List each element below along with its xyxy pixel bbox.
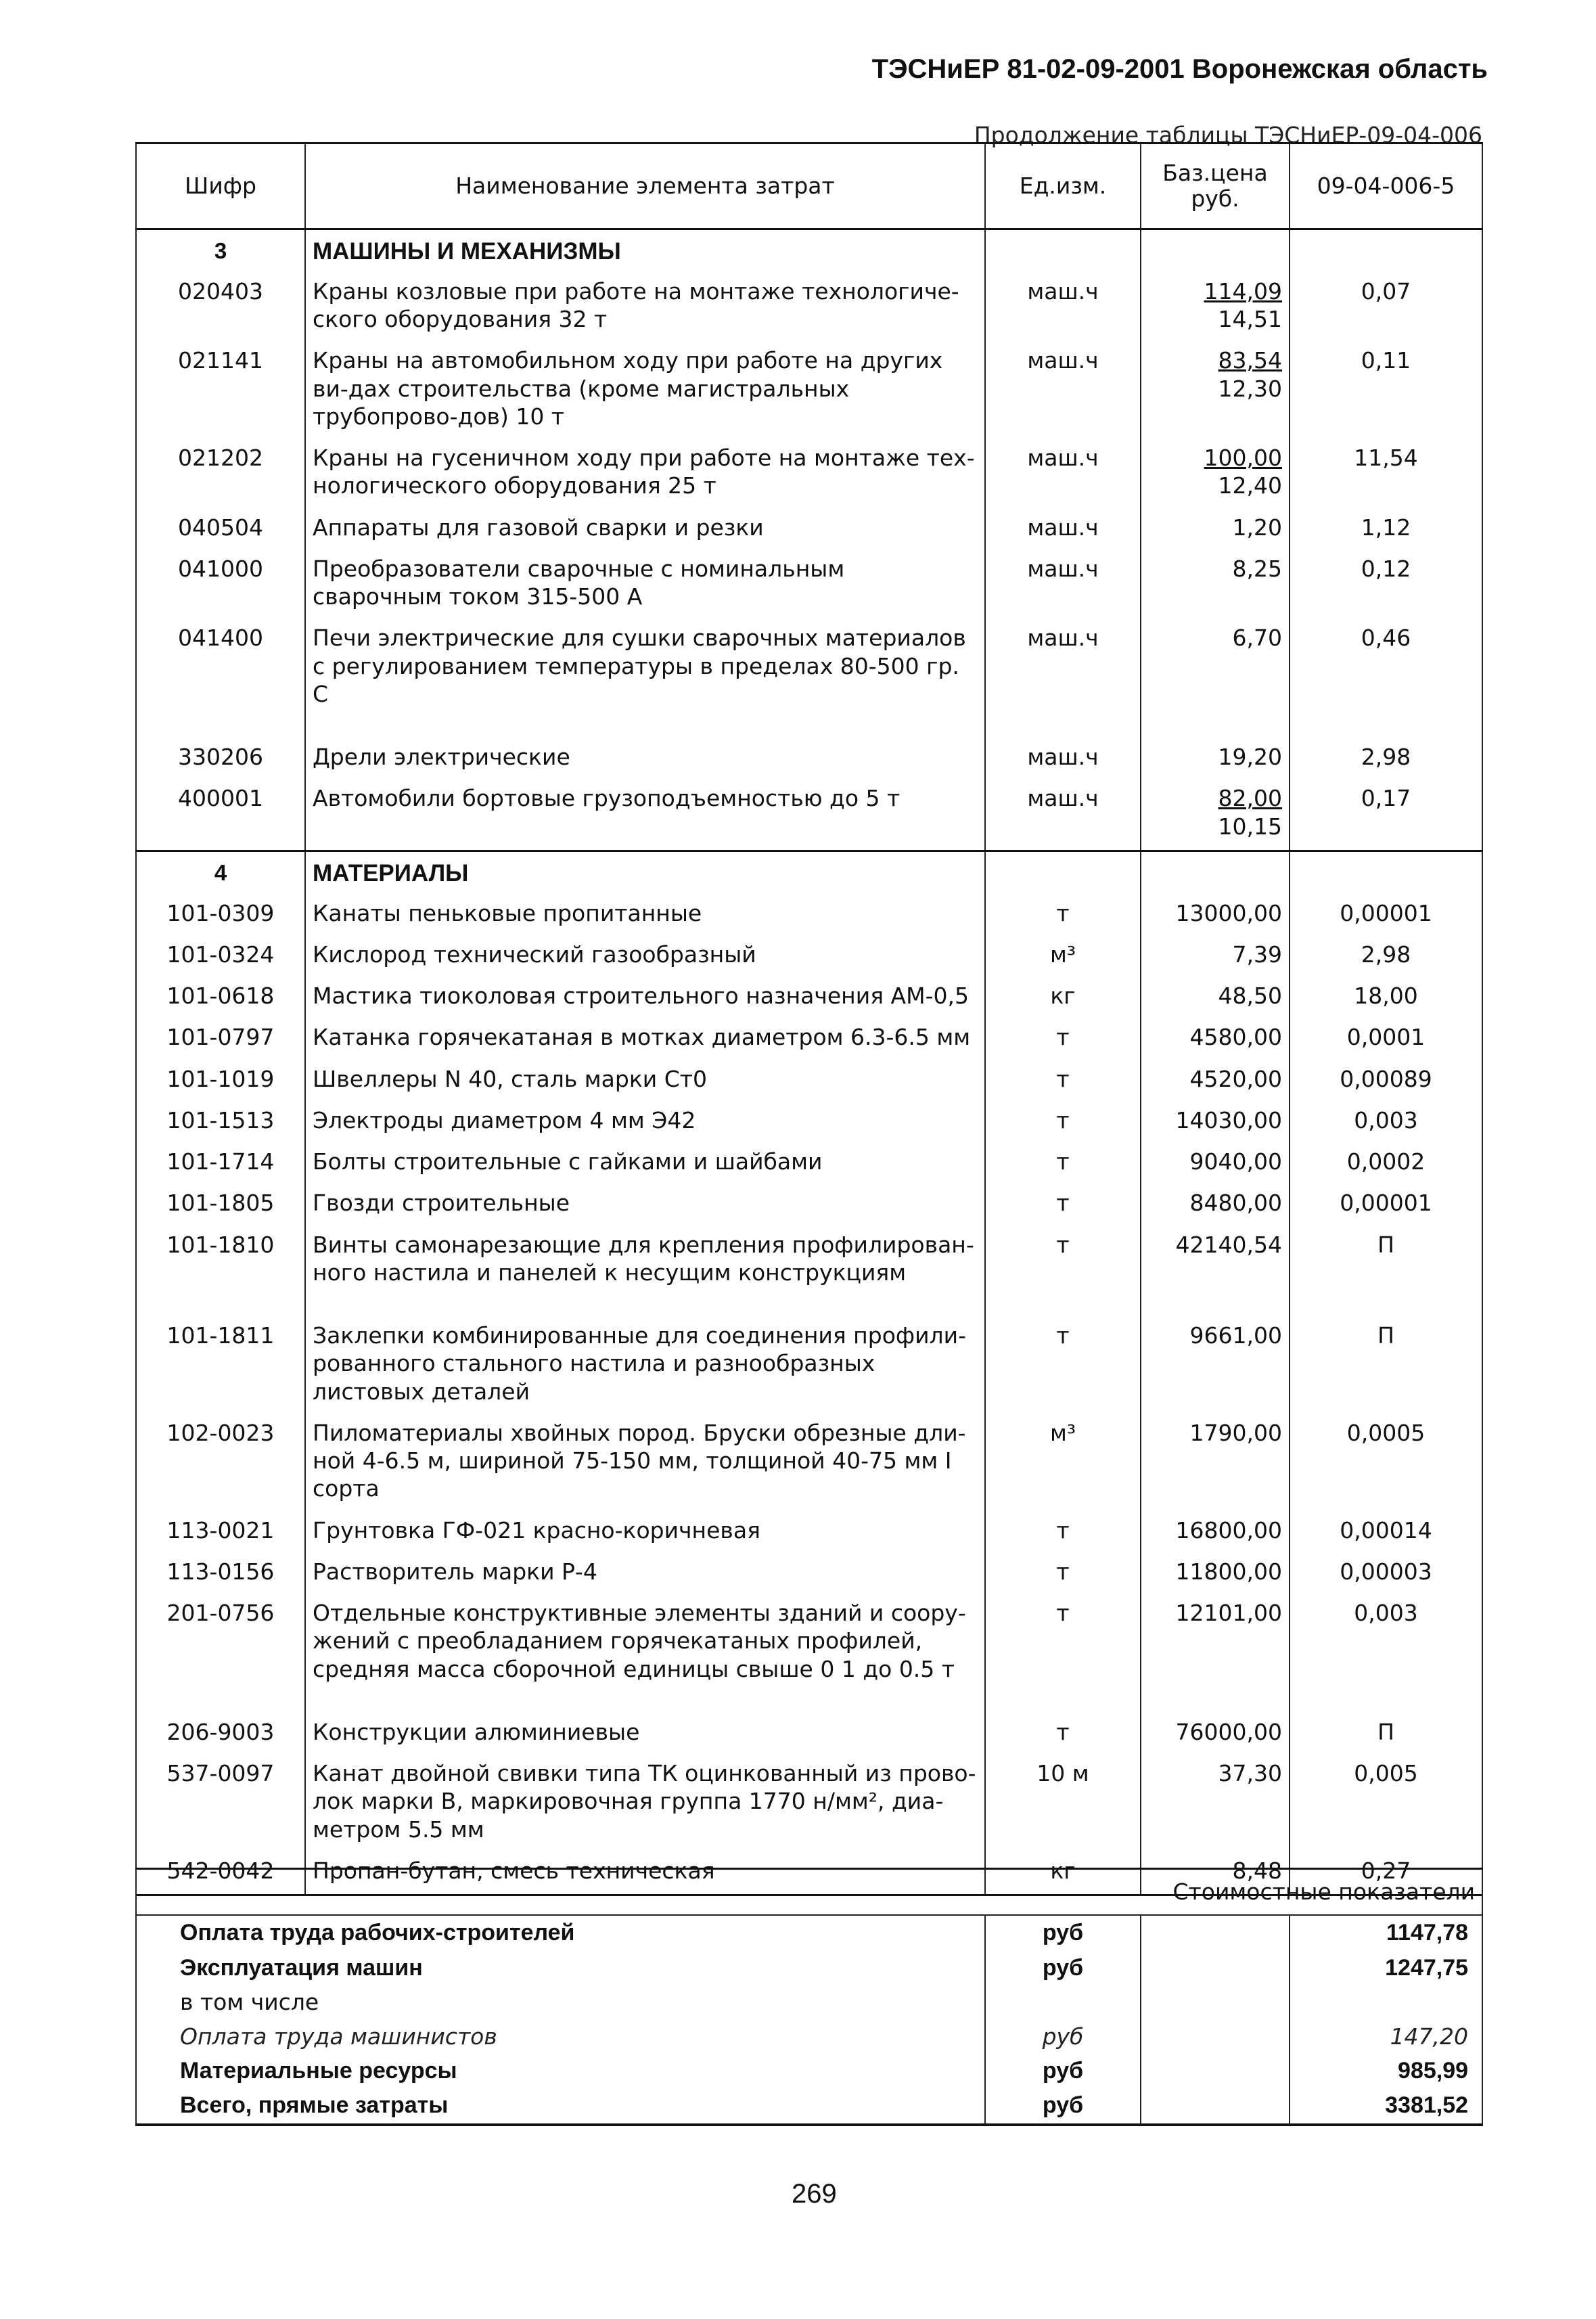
row-name: Преобразователи сварочные с номинальным сварочным током 315-500 А [305,551,985,621]
table-row [136,1185,1482,1226]
row-labor-price: 14,51 [1218,306,1282,332]
row-price: 4520,00 [1141,1061,1290,1102]
row-price: 6,70 [1141,620,1290,739]
table-row [136,510,1482,551]
page-number: 269 [792,2179,837,2209]
row-code: 040504 [136,510,305,551]
row-price: 8,48 [1141,1853,1290,1895]
row-unit: маш.ч [985,342,1141,440]
row-name: Заклепки комбинированные для соединения профили-рованного стального настила и разнообразных листовых деталей [305,1318,985,1415]
summary-unit: руб [985,1915,1141,1951]
row-code: 020403 [136,273,305,343]
row-code: 537-0097 [136,1755,305,1853]
row-code: 101-1805 [136,1185,305,1226]
row-price: 42140,54 [1141,1227,1290,1318]
row-name: Гвозди строительные [305,1185,985,1226]
row-base-price: 82,00 [1218,785,1282,812]
summary-row [136,2088,1482,2125]
row-name: Аппараты для газовой сварки и резки [305,510,985,551]
summary-row [136,1915,1482,1951]
table-row [136,1415,1482,1512]
row-unit: маш.ч [985,551,1141,621]
row-norm: 2,98 [1290,937,1482,978]
row-price: 37,30 [1141,1755,1290,1853]
row-price [1141,342,1290,440]
row-code: 542-0042 [136,1853,305,1895]
row-unit: т [985,1061,1141,1102]
row-norm: 0,0001 [1290,1019,1482,1060]
row-code: 201-0756 [136,1595,305,1714]
table-row [136,739,1482,780]
row-unit: т [985,1185,1141,1226]
row-price: 16800,00 [1141,1512,1290,1554]
row-price: 14030,00 [1141,1102,1290,1144]
table-row [136,1595,1482,1714]
summary-row [136,1985,1482,2019]
row-norm: П [1290,1714,1482,1755]
table-continuation-caption: Продолжение таблицы ТЭСНиЕР-09-04-006 [974,122,1482,148]
section-title: МАШИНЫ И МЕХАНИЗМЫ [305,229,985,273]
row-price: 1790,00 [1141,1415,1290,1512]
row-price: 4580,00 [1141,1019,1290,1060]
summary-value: 1247,75 [1290,1951,1482,1986]
row-unit: т [985,1595,1141,1714]
row-name: Конструкции алюминиевые [305,1714,985,1755]
row-unit: маш.ч [985,510,1141,551]
table-row [136,551,1482,621]
row-price: 1,20 [1141,510,1290,551]
row-price: 76000,00 [1141,1714,1290,1755]
table-row [136,273,1482,343]
row-code: 101-0309 [136,895,305,937]
cost-summary-table [135,1868,1483,2126]
row-norm: 0,11 [1290,342,1482,440]
row-code: 101-0618 [136,978,305,1019]
row-code: 041400 [136,620,305,739]
resource-table [135,142,1483,1896]
row-norm: 1,12 [1290,510,1482,551]
section-title: МАТЕРИАЛЫ [305,851,985,895]
row-base-price: 114,09 [1204,277,1282,305]
summary-row [136,2020,1482,2054]
section-number: 3 [136,229,305,273]
table-row [136,1019,1482,1060]
row-price: 12101,00 [1141,1595,1290,1714]
row-norm: 0,07 [1290,273,1482,343]
row-code: 101-1811 [136,1318,305,1415]
row-norm: 0,00014 [1290,1512,1482,1554]
summary-unit: руб [985,2088,1141,2125]
table-row [136,1061,1482,1102]
row-price: 8,25 [1141,551,1290,621]
row-name: Отдельные конструктивные элементы зданий и соору-жений с преобладанием горячекатаных профилей, средняя масса сборочной единицы свыше 0 1 до 0.5 т [305,1595,985,1714]
row-name: Печи электрические для сушки сварочных материалов с регулированием температуры в пределах 80-500 гр. С [305,620,985,739]
row-code: 101-1810 [136,1227,305,1318]
row-code: 113-0021 [136,1512,305,1554]
row-code: 400001 [136,780,305,851]
row-price: 13000,00 [1141,895,1290,937]
row-norm: 0,00089 [1290,1061,1482,1102]
row-unit: маш.ч [985,273,1141,343]
summary-unit: руб [985,2020,1141,2054]
row-code: 101-0797 [136,1019,305,1060]
row-norm: 0,00001 [1290,895,1482,937]
row-name: Швеллеры N 40, сталь марки Ст0 [305,1061,985,1102]
summary-unit [985,1985,1141,2019]
row-name: Растворитель марки Р-4 [305,1554,985,1595]
table-row [136,342,1482,440]
row-name: Пиломатериалы хвойных пород. Бруски обрезные дли-ной 4-6.5 м, шириной 75-150 мм, толщиной 40-75 мм I сорта [305,1415,985,1512]
row-norm: 11,54 [1290,440,1482,510]
row-unit: т [985,1227,1141,1318]
row-price: 11800,00 [1141,1554,1290,1595]
row-name: Канат двойной свивки типа ТК оцинкованный из прово-лок марки В, маркировочная группа 1770 н/мм², диа-метром 5.5 мм [305,1755,985,1853]
row-name: Болты строительные с гайками и шайбами [305,1144,985,1185]
row-unit: маш.ч [985,739,1141,780]
row-unit: 10 м [985,1755,1141,1853]
row-norm: 18,00 [1290,978,1482,1019]
row-code: 101-1513 [136,1102,305,1144]
row-unit: м³ [985,937,1141,978]
summary-row [136,1951,1482,1986]
summary-value: 1147,78 [1290,1915,1482,1951]
row-code: 102-0023 [136,1415,305,1512]
row-unit: т [985,1144,1141,1185]
row-labor-price: 10,15 [1218,813,1282,840]
row-norm: 0,00001 [1290,1185,1482,1226]
row-name: Грунтовка ГФ-021 красно-коричневая [305,1512,985,1554]
summary-unit: руб [985,1951,1141,1986]
row-name: Канаты пеньковые пропитанные [305,895,985,937]
row-unit: маш.ч [985,780,1141,851]
row-norm: 0,003 [1290,1102,1482,1144]
summary-row [136,2054,1482,2089]
row-unit: кг [985,1853,1141,1895]
summary-label: Эксплуатация машин [136,1951,985,1986]
table-row [136,1102,1482,1144]
table-row [136,780,1482,851]
row-price: 19,20 [1141,739,1290,780]
row-norm: П [1290,1227,1482,1318]
column-header-name: Наименование элемента затрат [305,143,985,229]
row-norm: 0,27 [1290,1853,1482,1895]
column-header-unit: Ед.изм. [985,143,1141,229]
column-header-code: Шифр [136,143,305,229]
row-name: Винты самонарезающие для крепления профилирован-ного настила и панелей к несущим конструкциям [305,1227,985,1318]
row-unit: т [985,895,1141,937]
row-name: Дрели электрические [305,739,985,780]
row-code: 041000 [136,551,305,621]
row-base-price: 83,54 [1218,347,1282,374]
row-price: 9661,00 [1141,1318,1290,1415]
summary-value [1290,1985,1482,2019]
row-unit: т [985,1102,1141,1144]
summary-value: 3381,52 [1290,2088,1482,2125]
table-row [136,1318,1482,1415]
row-code: 101-1019 [136,1061,305,1102]
cost-summary-caption: Стоимостные показатели [136,1869,1482,1916]
row-code: 021141 [136,342,305,440]
row-unit: т [985,1714,1141,1755]
row-price: 9040,00 [1141,1144,1290,1185]
column-header-price: Баз.цена руб. [1141,143,1290,229]
column-header-norm: 09-04-006-5 [1290,143,1482,229]
row-name: Пропан-бутан, смесь техническая [305,1853,985,1895]
row-norm: 0,00003 [1290,1554,1482,1595]
row-price [1141,273,1290,343]
row-base-price: 100,00 [1204,445,1282,471]
cost-summary-caption-row [136,1869,1482,1916]
row-unit: т [985,1019,1141,1060]
row-norm: П [1290,1318,1482,1415]
summary-value: 147,20 [1290,2020,1482,2054]
row-code: 113-0156 [136,1554,305,1595]
row-unit: м³ [985,1415,1141,1512]
row-code: 206-9003 [136,1714,305,1755]
row-norm: 0,12 [1290,551,1482,621]
row-norm: 0,17 [1290,780,1482,851]
row-unit: т [985,1318,1141,1415]
row-unit: маш.ч [985,440,1141,510]
summary-label: Всего, прямые затраты [136,2088,985,2125]
row-code: 021202 [136,440,305,510]
row-labor-price: 12,40 [1218,472,1282,499]
row-unit: маш.ч [985,620,1141,739]
row-unit: т [985,1512,1141,1554]
table-row [136,1554,1482,1595]
row-code: 330206 [136,739,305,780]
table-row [136,1512,1482,1554]
row-name: Краны на гусеничном ходу при работе на монтаже тех-нологического оборудования 25 т [305,440,985,510]
table-row [136,620,1482,739]
row-norm: 0,0005 [1290,1415,1482,1512]
table-row [136,978,1482,1019]
table-header-row [136,143,1482,229]
summary-label: в том числе [136,1985,985,2019]
row-unit: т [985,1554,1141,1595]
row-price [1141,780,1290,851]
row-price: 48,50 [1141,978,1290,1019]
table-row [136,440,1482,510]
summary-label: Оплата труда рабочих-строителей [136,1915,985,1951]
section-heading-row [136,229,1482,273]
table-row [136,1755,1482,1853]
table-row [136,1144,1482,1185]
row-code: 101-0324 [136,937,305,978]
row-name: Мастика тиоколовая строительного назначения АМ-0,5 [305,978,985,1019]
table-row [136,937,1482,978]
table-row [136,895,1482,937]
row-name: Краны козловые при работе на монтаже технологиче-ского оборудования 32 т [305,273,985,343]
row-name: Краны на автомобильном ходу при работе на других ви-дах строительства (кроме магистральных трубопрово-дов) 10 т [305,342,985,440]
table-row [136,1227,1482,1318]
document-header-title: ТЭСНиЕР 81-02-09-2001 Воронежская область [871,54,1488,84]
row-norm: 0,005 [1290,1755,1482,1853]
row-norm: 2,98 [1290,739,1482,780]
section-heading-row [136,851,1482,895]
row-norm: 0,46 [1290,620,1482,739]
row-norm: 0,003 [1290,1595,1482,1714]
row-labor-price: 12,30 [1218,375,1282,402]
summary-label: Оплата труда машинистов [136,2020,985,2054]
row-price: 7,39 [1141,937,1290,978]
table-row [136,1714,1482,1755]
row-code: 101-1714 [136,1144,305,1185]
row-price: 8480,00 [1141,1185,1290,1226]
row-name: Автомобили бортовые грузоподъемностью до 5 т [305,780,985,851]
summary-value: 985,99 [1290,2054,1482,2089]
row-name: Катанка горячекатаная в мотках диаметром 6.3-6.5 мм [305,1019,985,1060]
row-price [1141,440,1290,510]
section-number: 4 [136,851,305,895]
row-norm: 0,0002 [1290,1144,1482,1185]
row-name: Кислород технический газообразный [305,937,985,978]
row-name: Электроды диаметром 4 мм Э42 [305,1102,985,1144]
summary-label: Материальные ресурсы [136,2054,985,2089]
row-unit: кг [985,978,1141,1019]
summary-unit: руб [985,2054,1141,2089]
